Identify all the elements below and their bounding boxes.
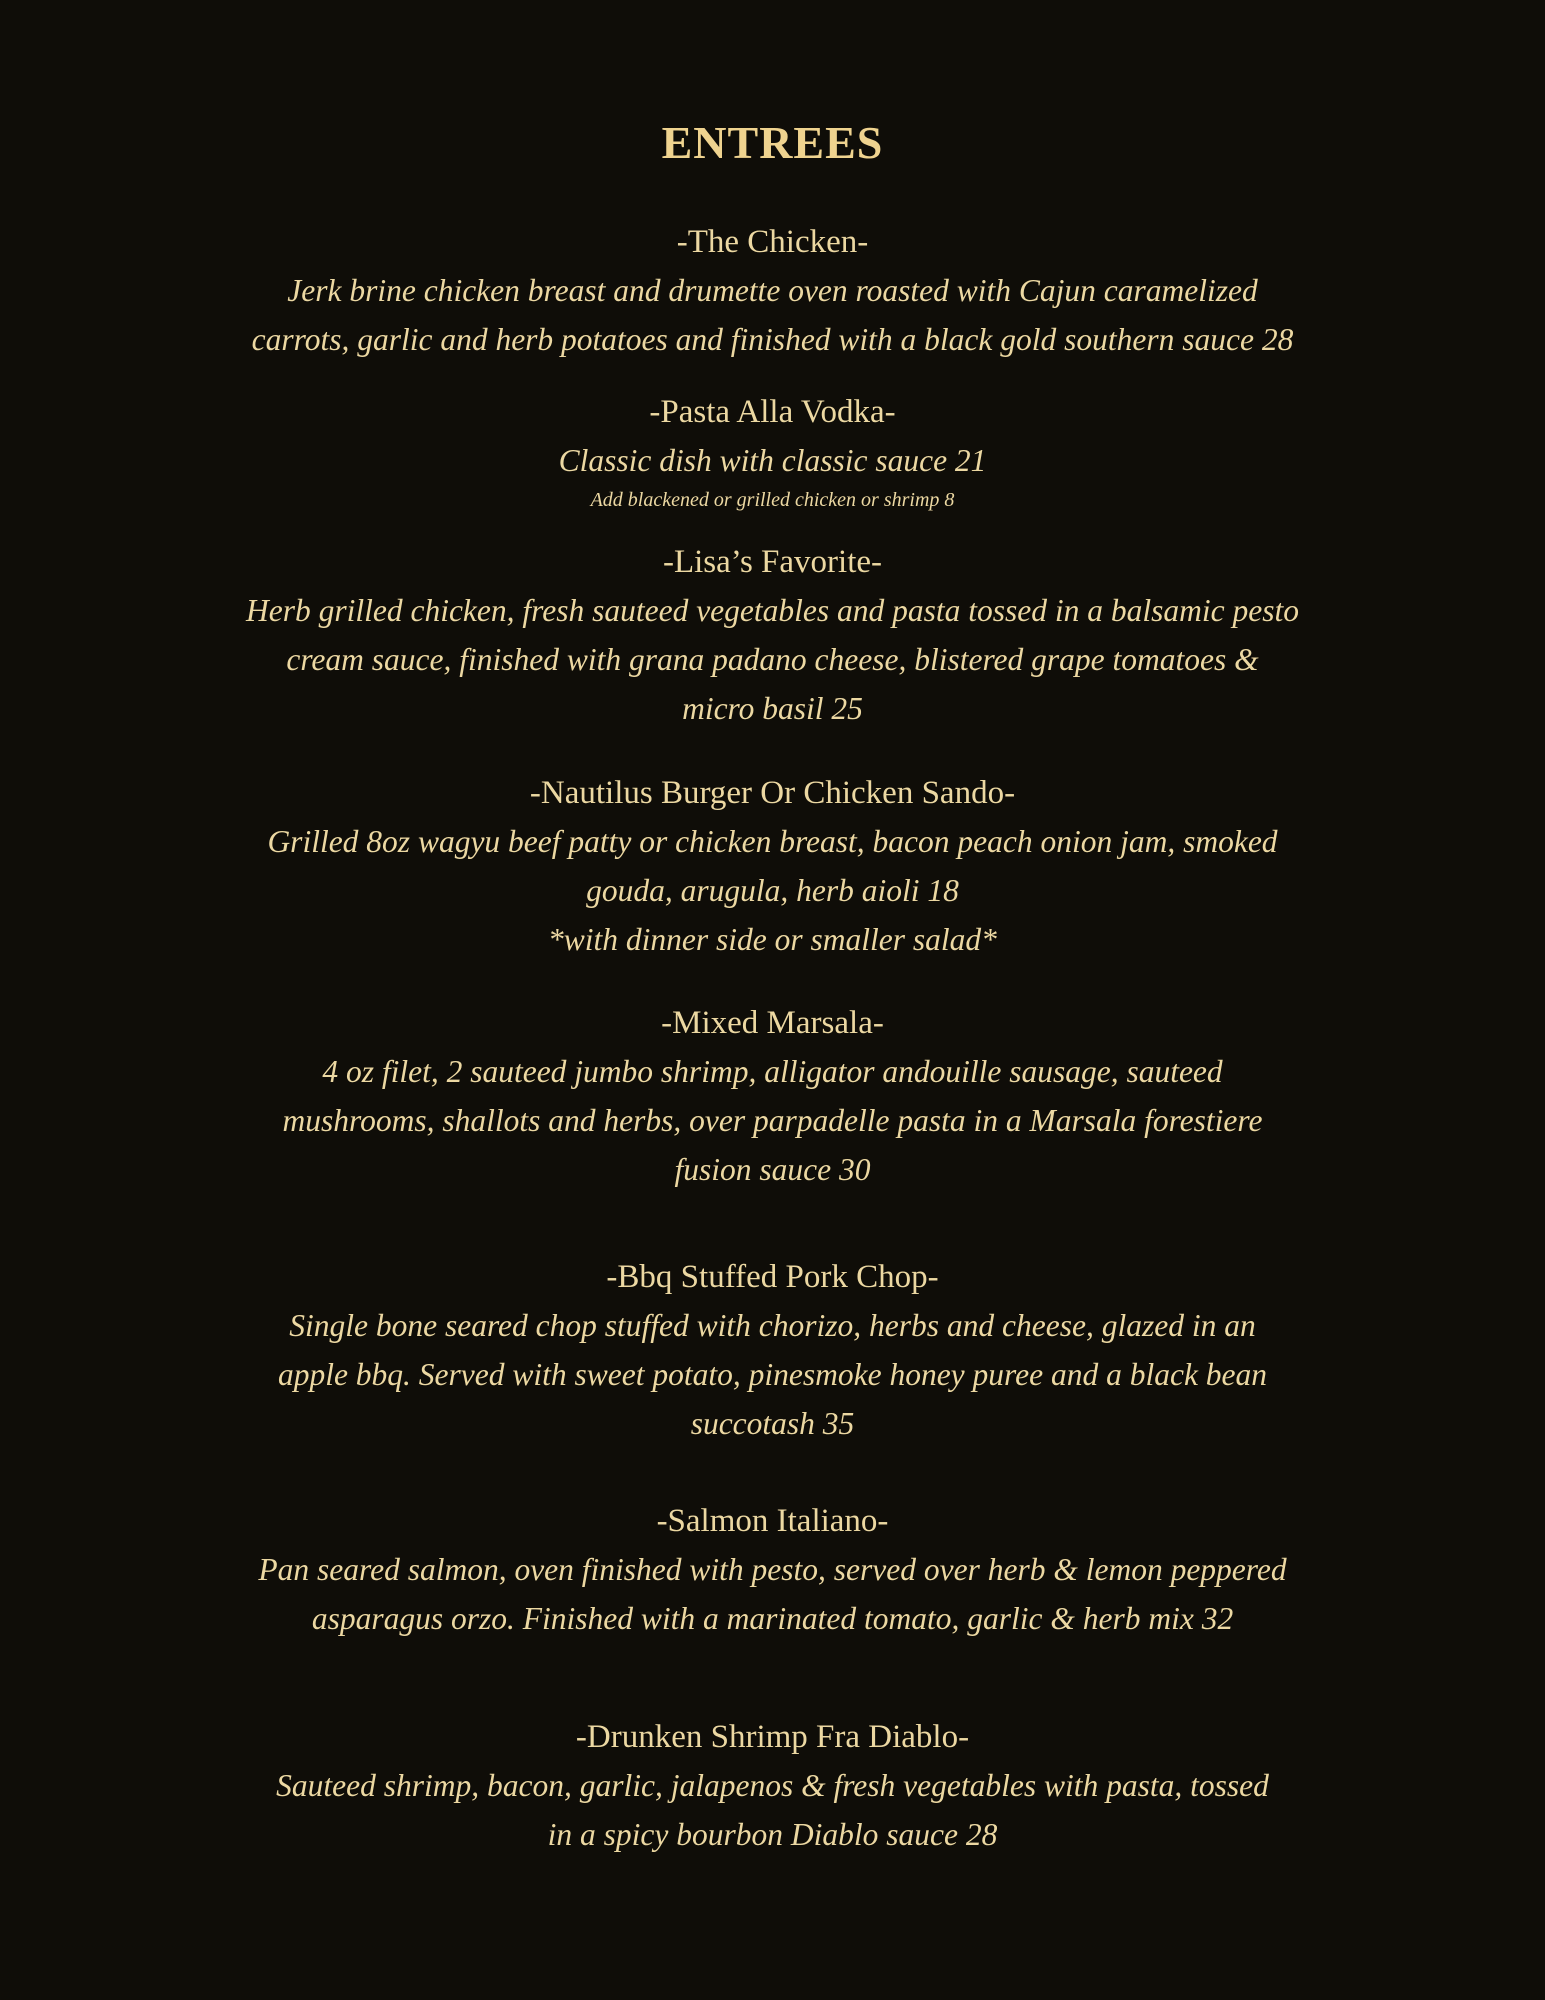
item-title: -Drunken Shrimp Fra Diablo- [575,1719,970,1755]
menu-item-bbq-stuffed-pork-chop [150,1253,1395,1448]
menu-heading: ENTREES [661,117,884,168]
description-line: gouda, arugula, herb aioli 18 [586,873,959,908]
item-title: -Nautilus Burger Or Chicken Sando- [529,775,1016,811]
description-line: apple bbq. Served with sweet potato, pinesmoke honey puree and a black bean [277,1357,1268,1392]
description-line: fusion sauce 30 [674,1152,871,1187]
description-line: succotash 35 [690,1406,855,1441]
item-description [150,1545,1395,1643]
item-description [150,436,1395,485]
menu-item-the-chicken [150,218,1395,364]
item-title: -Salmon Italiano- [656,1503,889,1539]
description-line: mushrooms, shallots and herbs, over parpadelle pasta in a Marsala forestiere [282,1103,1263,1138]
item-description [150,1047,1395,1194]
description-line: Grilled 8oz wagyu beef patty or chicken breast, bacon peach onion jam, smoked [267,824,1278,859]
item-title: -Pasta Alla Vodka- [649,394,896,430]
item-title: -Lisa’s Favorite- [662,544,883,580]
description-line: 4 oz filet, 2 sauteed jumbo shrimp, alligator andouille sausage, sauteed [322,1054,1223,1089]
description-line: Single bone seared chop stuffed with chorizo, herbs and cheese, glazed in an [289,1308,1256,1343]
item-title: -The Chicken- [676,224,869,260]
description-line: Classic dish with classic sauce 21 [558,443,987,478]
menu-item-pasta-alla-vodka [150,388,1395,515]
item-description [150,817,1395,964]
item-description [150,1301,1395,1448]
description-line: micro basil 25 [682,691,863,726]
item-title: -Mixed Marsala- [661,1005,884,1041]
item-description [150,586,1395,733]
menu-item-salmon-italiano [150,1497,1395,1643]
item-title: -Bbq Stuffed Pork Chop- [606,1259,939,1295]
description-line: in a spicy bourbon Diablo sauce 28 [547,1817,998,1852]
item-description [150,266,1395,364]
menu-item-lisas-favorite [150,538,1395,733]
description-line: Sauteed shrimp, bacon, garlic, jalapenos & fresh vegetables with pasta, tossed [276,1768,1269,1803]
description-line: carrots, garlic and herb potatoes and finished with a black gold southern sauce 28 [251,322,1294,357]
description-line: Herb grilled chicken, fresh sauteed vegetables and pasta tossed in a balsamic pesto [245,593,1300,628]
description-line: cream sauce, finished with grana padano cheese, blistered grape tomatoes & [286,642,1259,677]
description-line: Jerk brine chicken breast and drumette oven roasted with Cajun caramelized [287,273,1258,308]
item-add-on-note: Add blackened or grilled chicken or shrimp 8 [590,489,955,511]
menu-item-nautilus-burger [150,769,1395,964]
item-description [150,1761,1395,1859]
description-line: *with dinner side or smaller salad* [548,922,997,957]
menu-item-mixed-marsala [150,999,1395,1194]
description-line: Pan seared salmon, oven finished with pesto, served over herb & lemon peppered [258,1552,1287,1587]
menu-item-drunken-shrimp-fra-diablo [150,1713,1395,1859]
description-line: asparagus orzo. Finished with a marinated tomato, garlic & herb mix 32 [311,1601,1234,1636]
